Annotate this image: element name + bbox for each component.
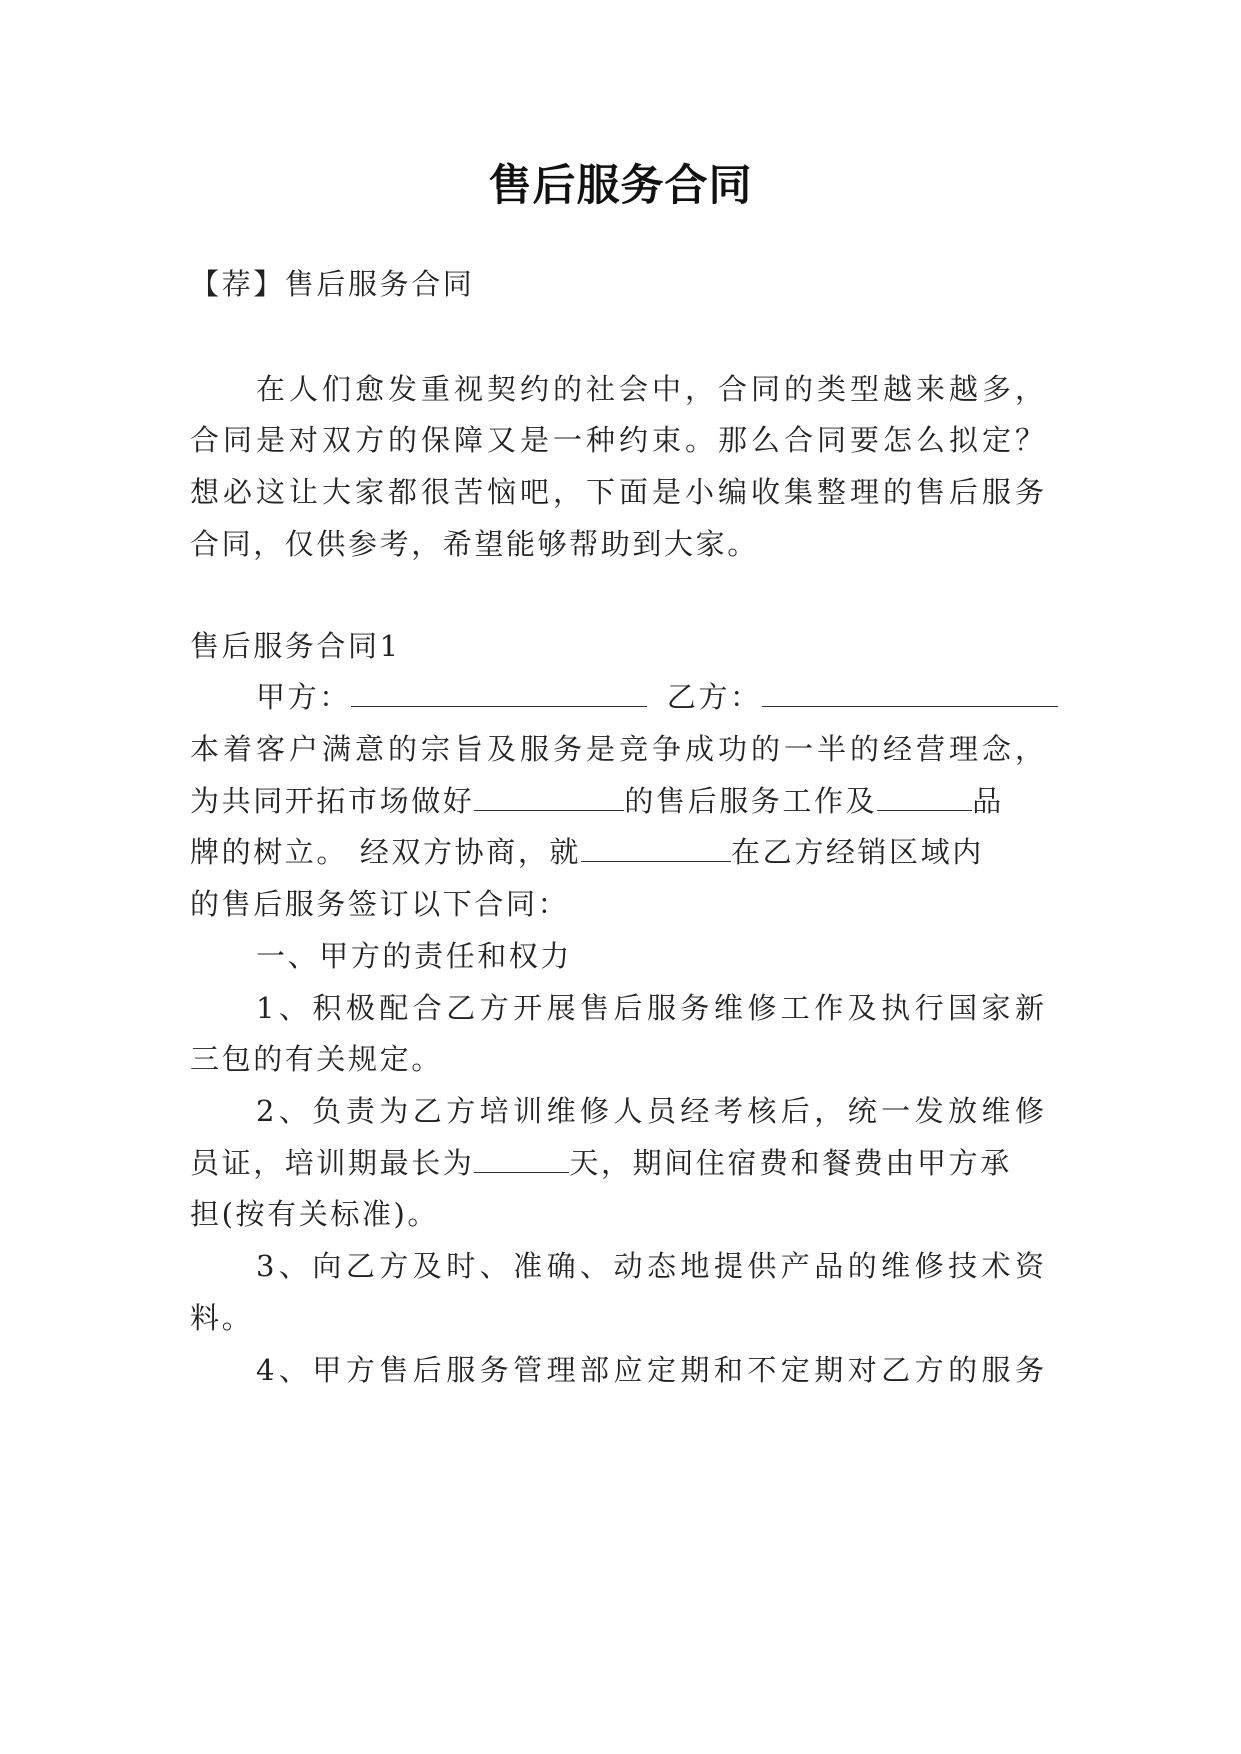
page-title: 售后服务合同 bbox=[488, 161, 753, 211]
body-line-2-part-1: 为共同开拓市场做好 bbox=[190, 784, 475, 818]
body-line-3 bbox=[190, 832, 984, 872]
body-line-3-part-1: 牌的树立。 经双方协商，就 bbox=[190, 835, 582, 869]
party-a-blank bbox=[351, 680, 647, 707]
clause-2-line-1: 2、负责为乙方培训维修人员经考核后，统一发放维修 bbox=[256, 1094, 1044, 1128]
party-a-label: 甲方： bbox=[256, 680, 351, 714]
body-line-3-part-2: 在乙方经销区域内 bbox=[731, 835, 984, 869]
intro-line-1: 在人们愈发重视契约的社会中，合同的类型越来越多， bbox=[256, 372, 1044, 406]
intro-line-2: 合同是对双方的保障又是一种约束。那么合同要怎么拟定？ bbox=[190, 423, 1044, 457]
clause-4-line-1: 4、甲方售后服务管理部应定期和不定期对乙方的服务 bbox=[256, 1353, 1044, 1387]
blank-field bbox=[474, 1146, 569, 1173]
blank-field bbox=[581, 835, 731, 862]
blank-field bbox=[877, 784, 972, 811]
intro-line-3: 想必这让大家都很苦恼吧，下面是小编收集整理的售后服务 bbox=[190, 475, 1044, 509]
body-line-4: 的售后服务签订以下合同： bbox=[190, 887, 570, 921]
clause-2-line-2-part-1: 员证，培训期最长为 bbox=[190, 1146, 475, 1180]
clause-2-line-3: 担(按有关标准)。 bbox=[190, 1197, 440, 1231]
party-b-blank bbox=[762, 680, 1058, 707]
clause-heading-1: 一、甲方的责任和权力 bbox=[256, 939, 573, 973]
intro-line-4: 合同，仅供参考，希望能够帮助到大家。 bbox=[190, 527, 759, 561]
party-b-label: 乙方： bbox=[666, 680, 762, 714]
clause-3-line-2: 料。 bbox=[190, 1301, 254, 1335]
document-subtitle: 【荐】售后服务合同 bbox=[190, 267, 475, 301]
body-line-2-part-2: 的售后服务工作及 bbox=[624, 784, 878, 818]
clause-2-line-2 bbox=[190, 1143, 1012, 1183]
clause-1-line-2: 三包的有关规定。 bbox=[190, 1042, 443, 1076]
clause-3-line-1: 3、向乙方及时、准确、动态地提供产品的维修技术资 bbox=[256, 1249, 1044, 1283]
section-heading: 售后服务合同1 bbox=[190, 629, 401, 663]
body-line-1: 本着客户满意的宗旨及服务是竞争成功的一半的经营理念， bbox=[190, 732, 1044, 766]
clause-2-line-2-part-2: 天，期间住宿费和餐费由甲方承 bbox=[569, 1146, 1012, 1180]
blank-field bbox=[474, 784, 624, 811]
body-line-2 bbox=[190, 781, 1004, 821]
clause-1-line-1: 1、积极配合乙方开展售后服务维修工作及执行国家新 bbox=[256, 991, 1044, 1025]
body-line-2-part-3: 品 bbox=[972, 784, 1004, 818]
parties-line bbox=[256, 677, 1058, 717]
